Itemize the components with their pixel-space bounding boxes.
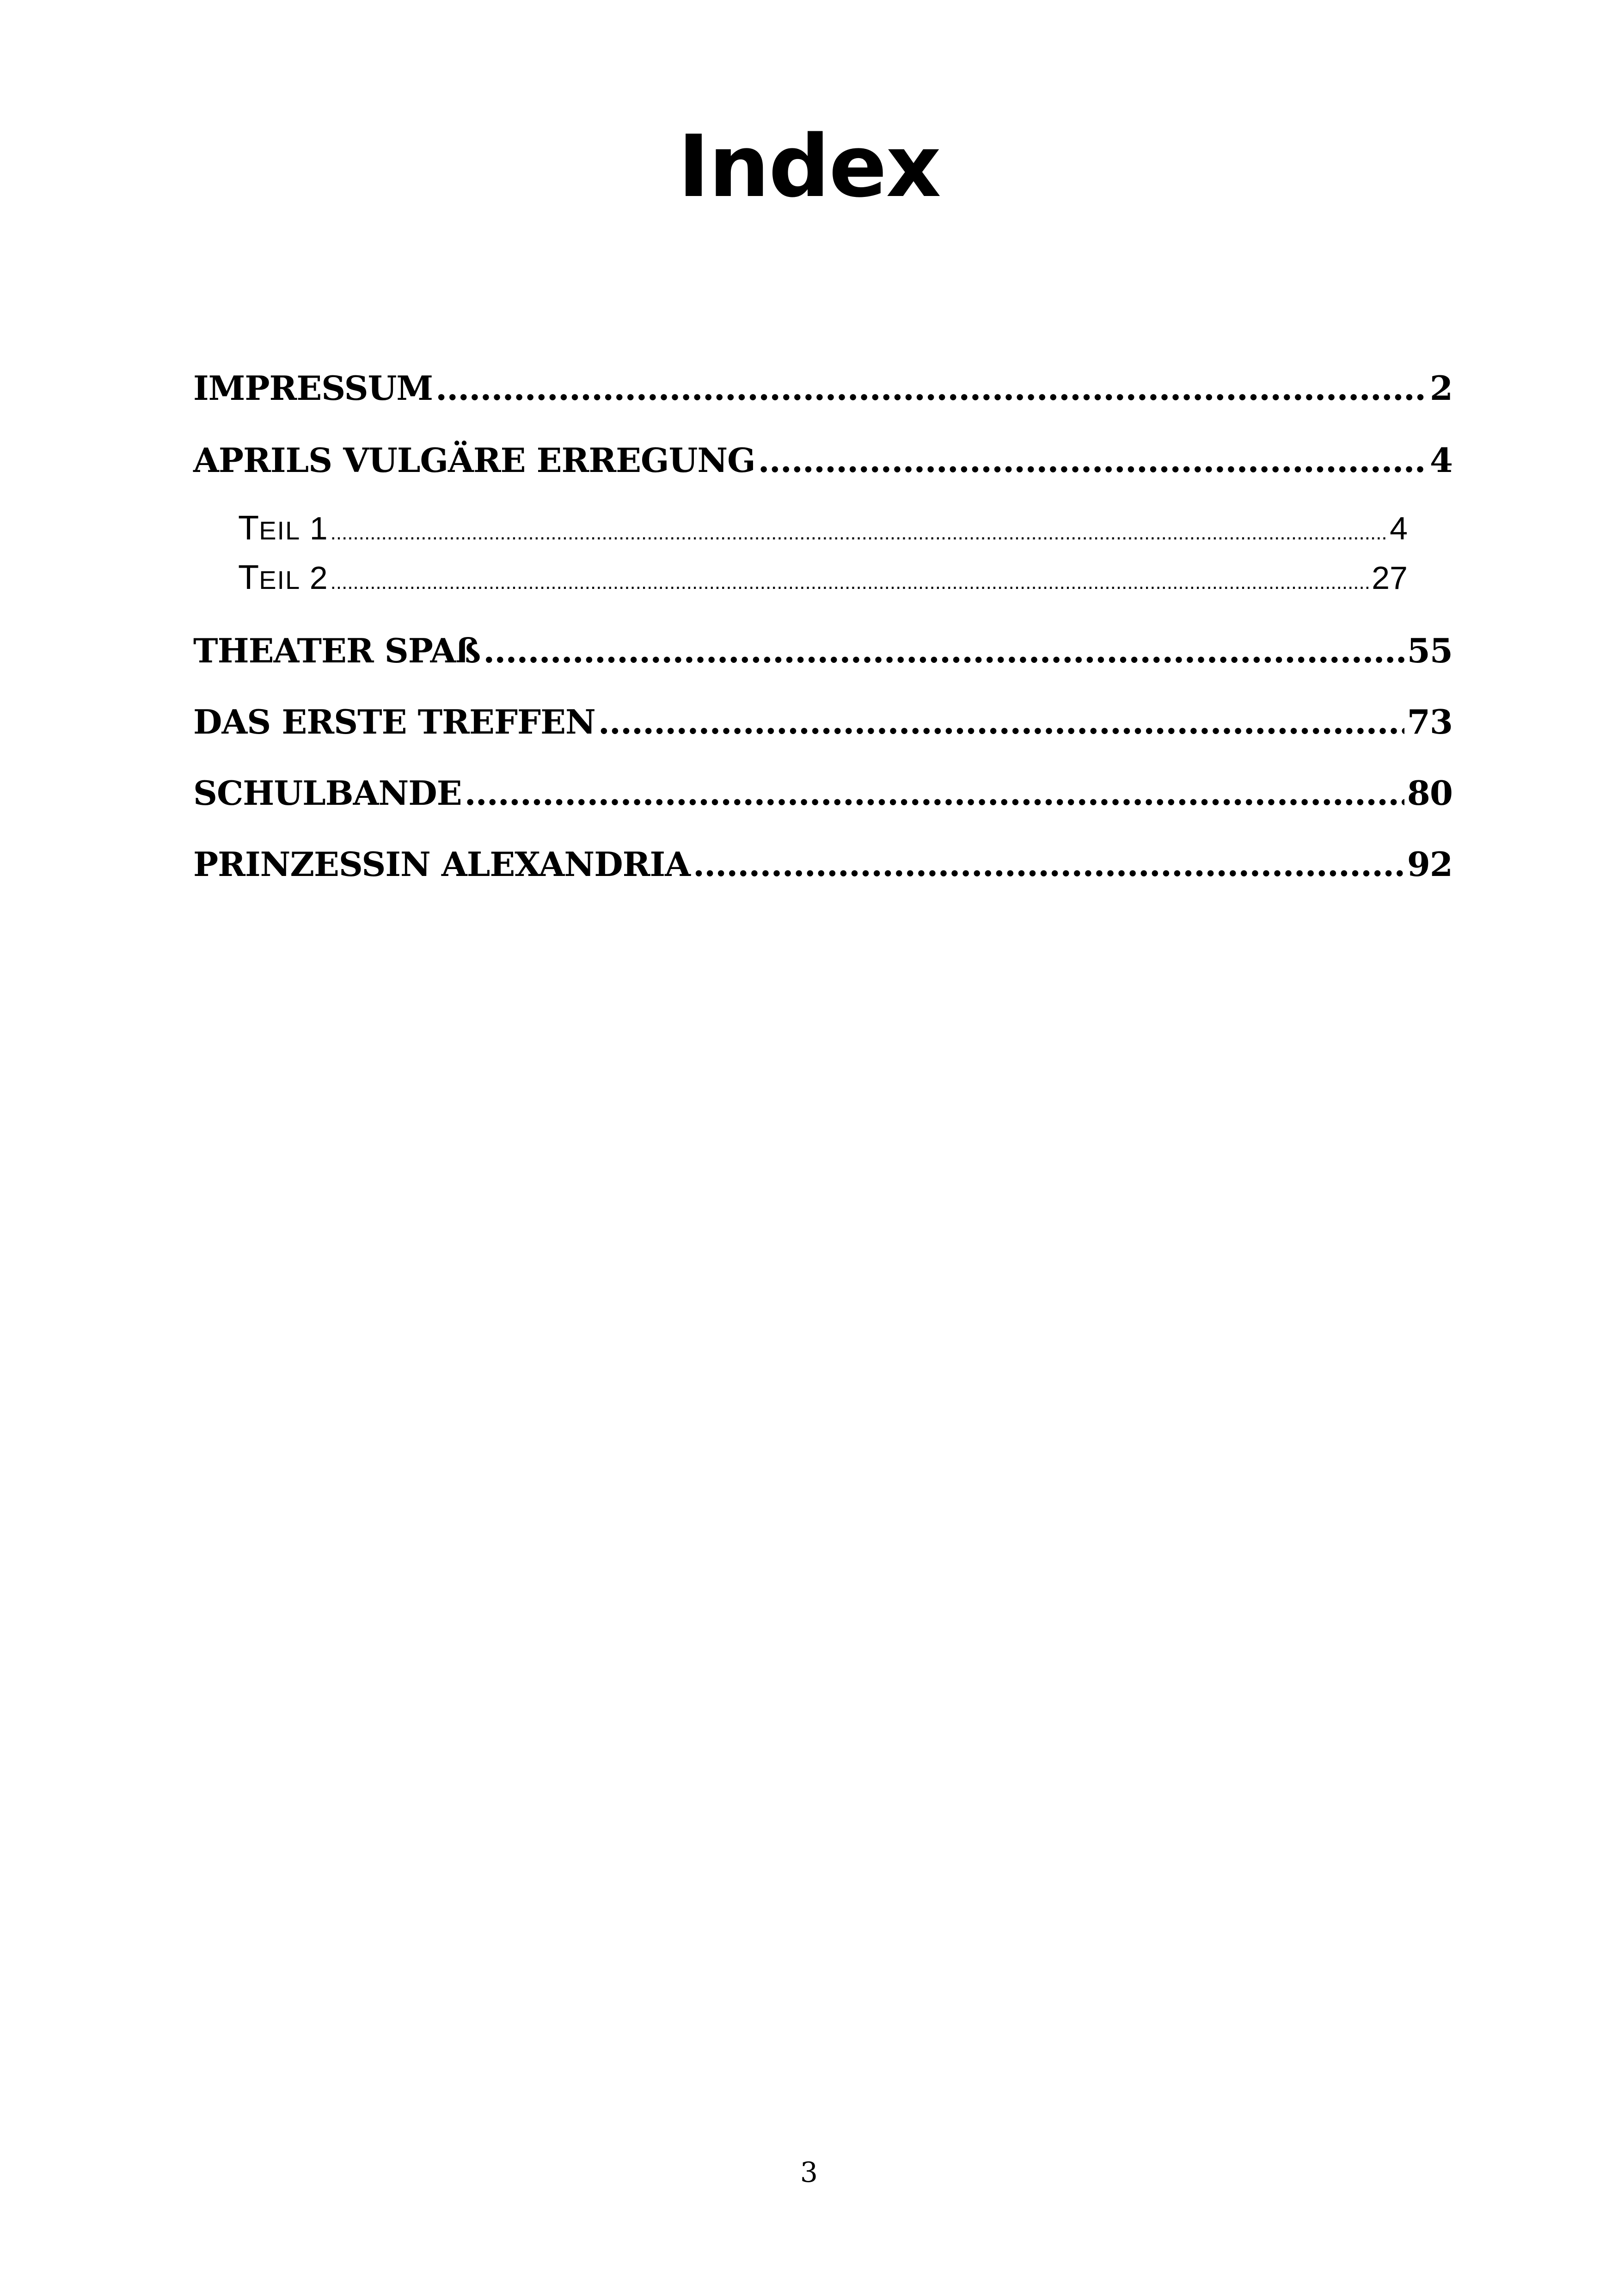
toc-entry-label: THEATER SPAß — [193, 631, 481, 670]
toc-subentry-teil-2[interactable] — [238, 556, 1408, 604]
dot-leader — [331, 561, 1369, 604]
toc-entry-impressum[interactable] — [193, 365, 1453, 411]
toc-entry-label: PRINZESSIN ALEXANDRIA — [193, 845, 691, 884]
toc-entry-page: 4 — [1429, 441, 1453, 480]
dot-leader — [598, 699, 1404, 745]
dot-leader — [758, 437, 1427, 484]
dot-leader — [435, 365, 1427, 411]
toc-subentry-page: 4 — [1390, 510, 1408, 546]
toc-entry-label: APRILS VULGÄRE ERREGUNG — [193, 441, 755, 480]
toc-entry-label: SCHULBANDE — [193, 773, 462, 813]
toc-entry-label: IMPRESSUM — [193, 368, 433, 408]
toc-entry-schulbande[interactable] — [193, 770, 1453, 816]
toc-entry-label: DAS ERSTE TREFFEN — [193, 702, 595, 741]
dot-leader — [465, 770, 1404, 816]
toc-subentry-label: TEIL 2 — [238, 558, 328, 596]
toc-subentry-page: 27 — [1372, 560, 1408, 596]
toc-entry-page: 73 — [1407, 702, 1453, 741]
page-title: Index — [678, 116, 940, 216]
toc-entry-page: 80 — [1407, 773, 1453, 813]
page-number: 3 — [800, 2156, 818, 2189]
toc-subentry-teil-1[interactable] — [238, 507, 1408, 554]
toc-entry-das-erste-treffen[interactable] — [193, 699, 1453, 745]
toc-entry-aprils-vulgaere-erregung[interactable] — [193, 437, 1453, 484]
toc-subentry-label: TEIL 1 — [238, 508, 328, 547]
toc-entry-page: 55 — [1407, 631, 1453, 670]
dot-leader — [331, 512, 1387, 554]
toc-entry-prinzessin-alexandria[interactable] — [193, 841, 1453, 888]
dot-leader — [693, 841, 1404, 888]
dot-leader — [483, 628, 1404, 674]
toc-entry-page: 2 — [1429, 368, 1453, 408]
toc-entry-page: 92 — [1407, 845, 1453, 884]
toc-entry-theater-spass[interactable] — [193, 628, 1453, 674]
